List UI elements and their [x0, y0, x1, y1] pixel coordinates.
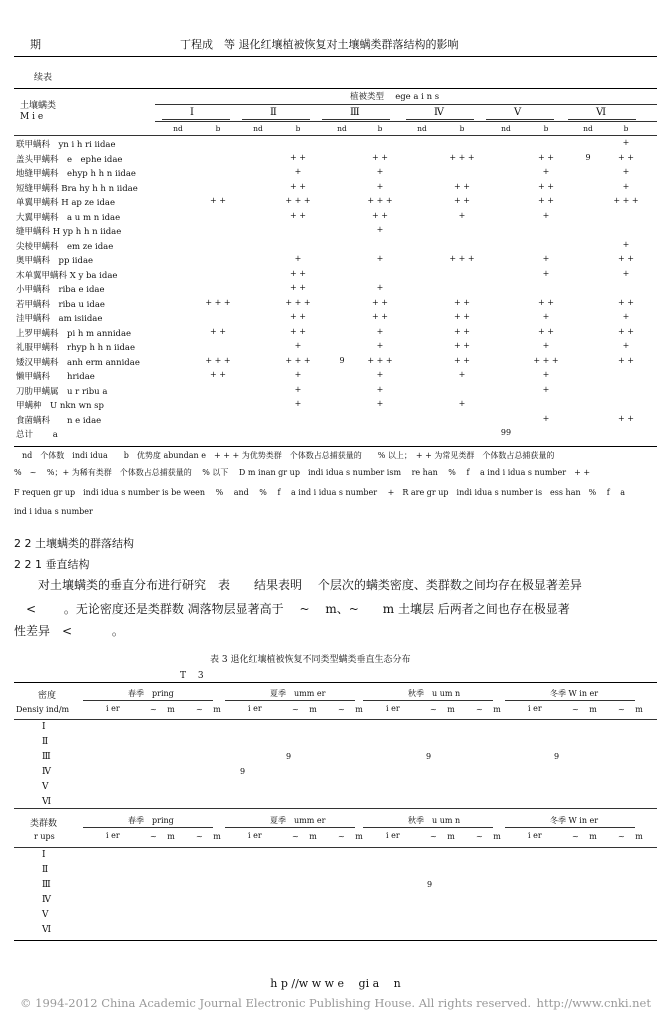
- groups-label: 类群数: [30, 819, 58, 829]
- table-cell: + +: [538, 181, 554, 191]
- table-cell: +: [622, 138, 630, 147]
- density-season-2: 秋季 u um n: [408, 689, 461, 698]
- table-row-name: 若甲螨科 riba u idae: [16, 299, 105, 310]
- table-cell: + +: [538, 152, 554, 162]
- table-cell: + +: [454, 312, 470, 321]
- table-cell: +: [622, 239, 630, 249]
- density-season-0: 春季 pring: [128, 689, 174, 698]
- groups-type-6: Ⅵ: [42, 925, 52, 935]
- table-cell: + +: [210, 326, 226, 336]
- table-cell: +: [458, 370, 466, 379]
- density-layer-header: ~ m: [476, 705, 501, 714]
- density-season-underline: [505, 700, 635, 701]
- table-cell: +: [542, 384, 550, 394]
- sub-header-nd: nd: [337, 124, 347, 133]
- sub-header-b: b: [215, 124, 221, 133]
- veg-type-rule: [155, 104, 657, 105]
- table-cell: + +: [290, 268, 306, 278]
- table-cell: + +: [290, 283, 306, 292]
- table-row-name: 上罗甲螨科 pi h m annidae: [16, 328, 132, 339]
- groups-season-underline: [363, 827, 493, 828]
- density-bottom-rule: [14, 808, 657, 809]
- table-note-4: ind i idua s number: [14, 507, 93, 516]
- sub-header-nd: nd: [417, 124, 427, 133]
- paragraph-line-3: 性差异 < 。: [14, 624, 124, 638]
- table-row-name: 缝甲螨科 H yp h h n iidae: [16, 227, 122, 237]
- table-top-rule: [14, 88, 657, 89]
- density-label: 密度: [38, 691, 57, 701]
- table-cell: +: [294, 399, 302, 408]
- density-layer-header: i er: [528, 704, 542, 713]
- groups-season-underline: [83, 827, 213, 828]
- table-cell: + +: [618, 326, 634, 336]
- density-value: 9: [286, 752, 292, 761]
- groups-season-1: 夏季 umm er: [270, 816, 326, 825]
- table-cell: + +: [372, 312, 388, 321]
- table-cell: + +: [618, 254, 634, 263]
- table-cell: + +: [290, 326, 306, 336]
- table-cell: +: [542, 370, 550, 379]
- density-layer-header: ~ m: [338, 705, 363, 714]
- groups-label-en: r ups: [34, 832, 55, 841]
- table-row-name: 地缝甲螨科 ehyp h h n iidae: [16, 169, 136, 179]
- sub-header-b: b: [459, 124, 465, 133]
- groups-type-3: Ⅲ: [42, 880, 51, 890]
- groups-layer-header: ~ m: [618, 832, 643, 841]
- paragraph-line-2: < 。无论密度还是类群数 凋落物层显著高于 ~ m、~ m 土壤层 后两者之间也存在极显著: [14, 602, 570, 616]
- table-cell: + +: [618, 152, 634, 162]
- sub-header-nd: nd: [253, 124, 263, 133]
- table-row-name: 大翼甲螨科 a u m n idae: [16, 212, 121, 223]
- density-season-underline: [83, 700, 213, 701]
- table-cell: + + +: [205, 297, 231, 307]
- table-cell: +: [458, 210, 466, 220]
- sub-header-b: b: [623, 124, 629, 133]
- table-cell: +: [294, 384, 302, 394]
- groups-season-underline: [225, 827, 355, 828]
- table-cell: +: [622, 312, 630, 321]
- density-value: 9: [240, 767, 246, 776]
- table-cell: + + +: [613, 196, 639, 205]
- table-cell: +: [542, 341, 550, 350]
- table-cell: +: [376, 326, 384, 336]
- density-layer-header: i er: [248, 704, 262, 713]
- table-cell: + +: [372, 210, 388, 220]
- table-cell: +: [376, 283, 384, 292]
- copyright-line: [20, 996, 651, 1010]
- table-bottom-rule: [14, 446, 657, 447]
- table-cell: + + +: [285, 297, 311, 307]
- table-cell: + +: [290, 181, 306, 191]
- sub-header-b: b: [543, 124, 549, 133]
- table-cell: +: [622, 167, 630, 176]
- table-cell: + +: [454, 196, 470, 205]
- table-cell: +: [542, 210, 550, 220]
- density-layer-header: i er: [386, 704, 400, 713]
- groups-layer-header: i er: [528, 831, 542, 840]
- density-type-2: Ⅱ: [42, 737, 49, 747]
- col-header-mites: 土壤螨类: [20, 101, 57, 111]
- page-header-issue: 期: [30, 38, 41, 51]
- table-cell: + + +: [449, 254, 475, 263]
- table-cell: +: [294, 370, 302, 379]
- groups-value: 9: [427, 880, 433, 889]
- table-row-name: 总计 a: [16, 430, 58, 440]
- table-cell: + +: [290, 312, 306, 321]
- table-cell: + +: [210, 196, 226, 205]
- density-type-4: Ⅳ: [42, 767, 51, 777]
- table-cell: + +: [538, 326, 554, 336]
- table3-caption-en: T 3: [180, 671, 204, 681]
- table-cell: +: [376, 341, 384, 350]
- groups-layer-header: ~ m: [292, 832, 317, 841]
- table-cell: + +: [618, 355, 634, 365]
- table-cell: +: [376, 225, 384, 234]
- table-row-name: 礼服甲螨科 rhyp h h n iidae: [16, 343, 135, 353]
- groups-header-rule: [14, 847, 657, 848]
- density-layer-header: ~ m: [618, 705, 643, 714]
- groups-season-underline: [505, 827, 635, 828]
- groups-season-0: 春季 pring: [128, 816, 174, 825]
- table-cell: +: [622, 268, 630, 278]
- cnki-link[interactable]: http://www.cnki.net: [536, 996, 651, 1010]
- density-layer-header: i er: [106, 704, 120, 713]
- table-cell: +: [376, 167, 384, 176]
- table-cell: + +: [454, 181, 470, 191]
- table-cont-label: 续表: [34, 73, 53, 83]
- table-cell: +: [376, 181, 384, 191]
- groups-type-5: Ⅴ: [42, 910, 49, 920]
- sub-header-b: b: [295, 124, 301, 133]
- veg-type-header: 植被类型 ege a i n s: [350, 92, 440, 102]
- subsection-heading: 2 2 1 垂直结构: [14, 558, 90, 571]
- veg-group-underline: [406, 119, 474, 120]
- table-row-name: 甲螨种 U nkn wn sp: [16, 401, 104, 411]
- page-header-title: 丁程成 等 退化红壤植被恢复对土壤螨类群落结构的影响: [180, 38, 459, 51]
- groups-layer-header: ~ m: [196, 832, 221, 841]
- table-row-name: 懒甲螨科 hridae: [16, 372, 95, 382]
- veg-group-4: Ⅳ: [434, 107, 444, 118]
- veg-group-5: Ⅴ: [514, 107, 522, 118]
- table-cell: + +: [454, 326, 470, 336]
- table-row-name: 尖棱甲螨科 em ze idae: [16, 241, 114, 252]
- table-cell: +: [458, 399, 466, 408]
- table-cell: + +: [372, 297, 388, 307]
- groups-layer-header: i er: [106, 831, 120, 840]
- veg-group-1: Ⅰ: [190, 107, 194, 118]
- groups-type-2: Ⅱ: [42, 865, 49, 875]
- sub-header-nd: nd: [501, 124, 511, 133]
- table-row-name: 木单翼甲螨科 X y ba idae: [16, 270, 118, 281]
- copyright-text: © 1994-2012 China Academic Journal Electronic Publishing House. All rights reserved.: [20, 996, 531, 1010]
- density-layer-header: ~ m: [150, 705, 175, 714]
- table3-bottom-rule: [14, 940, 657, 941]
- density-layer-header: ~ m: [292, 705, 317, 714]
- table-cell: +: [542, 167, 550, 176]
- table-note-1: nd 个体数 indi idua b 优势度 abundan e + + + 为优势类群 个体数占总捕获量的 % 以上； + + 为常见类群 个体数占总捕获量的: [14, 451, 555, 460]
- groups-layer-header: ~ m: [572, 832, 597, 841]
- veg-group-underline: [568, 119, 636, 120]
- veg-group-underline: [242, 119, 310, 120]
- density-type-5: Ⅴ: [42, 782, 49, 792]
- table-row-name: 短缝甲螨科 Bra hy h h n iidae: [16, 183, 138, 194]
- density-label-en: Densiy ind/m: [16, 705, 70, 714]
- table-cell: + +: [290, 210, 306, 220]
- groups-layer-header: ~ m: [476, 832, 501, 841]
- table3-caption: 表 3 退化红壤植被恢复不同类型螨类垂直生态分布: [210, 655, 411, 665]
- table-cell: + +: [210, 370, 226, 379]
- table-row-name: 盖头甲螨科 e ephe idae: [16, 154, 123, 165]
- density-season-underline: [225, 700, 355, 701]
- table-cell: + +: [618, 413, 634, 423]
- table-row-name: 奥甲螨科 pp iidae: [16, 256, 94, 266]
- table-cell: +: [622, 181, 630, 191]
- table-cell: +: [542, 413, 550, 423]
- sub-header-nd: nd: [583, 124, 593, 133]
- density-layer-header: ~ m: [572, 705, 597, 714]
- veg-group-underline: [322, 119, 390, 120]
- table-cell: + +: [454, 341, 470, 350]
- density-value: 9: [426, 752, 432, 761]
- density-header-rule: [14, 719, 657, 720]
- table3-top-rule: [14, 682, 657, 683]
- footer-url: h p //w w w e gi a n: [270, 977, 401, 990]
- table-cell: + +: [454, 297, 470, 307]
- veg-group-3: Ⅲ: [350, 107, 360, 118]
- col-header-mites-en: M i e: [20, 112, 44, 122]
- sub-header-b: b: [377, 124, 383, 133]
- table-cell: +: [294, 341, 302, 350]
- density-type-1: Ⅰ: [42, 722, 46, 732]
- header-rule: [14, 56, 657, 57]
- table-cell: + +: [538, 196, 554, 205]
- table-cell: + + +: [533, 355, 559, 365]
- table-note-2: % ~ %；+ 为稀有类群 个体数占总捕获量的 % 以下 D m inan gr up indi idua s number ism re han % f a ind i idua s number + +: [14, 468, 591, 477]
- table-cell: 9: [339, 355, 345, 365]
- groups-layer-header: ~ m: [150, 832, 175, 841]
- table-row-name: 洼甲螨科 am isiidae: [16, 314, 103, 324]
- groups-type-1: Ⅰ: [42, 850, 46, 860]
- table-note-3: F requen gr up indi idua s number is be ween % and % f a ind i idua s number + R are gr up indi idua s number is ess han % f a: [14, 488, 626, 497]
- groups-season-2: 秋季 u um n: [408, 816, 461, 825]
- table-cell: + + +: [205, 355, 231, 365]
- veg-group-underline: [486, 119, 554, 120]
- table-cell: + +: [454, 355, 470, 365]
- table-cell: + + +: [285, 355, 311, 365]
- table-cell: 99: [500, 428, 512, 437]
- table-cell: +: [376, 254, 384, 263]
- density-layer-header: ~ m: [196, 705, 221, 714]
- veg-group-2: Ⅱ: [270, 107, 277, 118]
- groups-layer-header: ~ m: [430, 832, 455, 841]
- table-cell: + +: [372, 152, 388, 162]
- table-cell: +: [622, 341, 630, 350]
- groups-layer-header: ~ m: [338, 832, 363, 841]
- density-type-6: Ⅵ: [42, 797, 52, 807]
- table-cell: + + +: [367, 196, 393, 205]
- table-row-name: 食菌螨科 n e idae: [16, 415, 102, 426]
- veg-group-6: Ⅵ: [596, 107, 607, 118]
- table-cell: +: [542, 254, 550, 263]
- table-cell: +: [376, 370, 384, 379]
- group-rule: [155, 121, 657, 122]
- table-cell: +: [294, 254, 302, 263]
- table-cell: + + +: [367, 355, 393, 365]
- density-season-underline: [363, 700, 493, 701]
- sub-header-nd: nd: [173, 124, 183, 133]
- veg-group-underline: [162, 119, 230, 120]
- table-row-name: 小甲螨科 riba e idae: [16, 285, 105, 295]
- density-season-3: 冬季 W in er: [550, 689, 599, 698]
- groups-layer-header: i er: [386, 831, 400, 840]
- density-layer-header: ~ m: [430, 705, 455, 714]
- table-cell: + + +: [285, 196, 311, 205]
- table-cell: +: [542, 268, 550, 278]
- sub-header-rule: [14, 135, 657, 136]
- table-cell: 9: [585, 152, 591, 162]
- groups-type-4: Ⅳ: [42, 895, 51, 905]
- table-cell: + +: [290, 152, 306, 162]
- table-cell: + +: [618, 297, 634, 307]
- section-heading: 2 2 土壤螨类的群落结构: [14, 537, 134, 550]
- table-cell: +: [376, 399, 384, 408]
- table-cell: + + +: [449, 152, 475, 162]
- density-season-1: 夏季 umm er: [270, 689, 326, 698]
- density-type-3: Ⅲ: [42, 752, 51, 762]
- table-cell: +: [376, 384, 384, 394]
- groups-season-3: 冬季 W in er: [550, 816, 599, 825]
- table-row-name: 刀肋甲螨属 u r ribu a: [16, 386, 108, 397]
- table-row-name: 联甲螨科 yn i h ri iidae: [16, 140, 116, 150]
- density-value: 9: [554, 752, 560, 761]
- groups-layer-header: i er: [248, 831, 262, 840]
- paragraph-line-1: 对土壤螨类的垂直分布进行研究 表 结果表明 个层次的螨类密度、类群数之间均存在极显著差异: [14, 578, 582, 592]
- table-row-name: 单翼甲螨科 H ap ze idae: [16, 198, 115, 208]
- table-row-name: 矮汉甲螨科 anh erm annidae: [16, 357, 140, 368]
- table-cell: +: [542, 312, 550, 321]
- table-cell: +: [294, 167, 302, 176]
- table-cell: + +: [538, 297, 554, 307]
